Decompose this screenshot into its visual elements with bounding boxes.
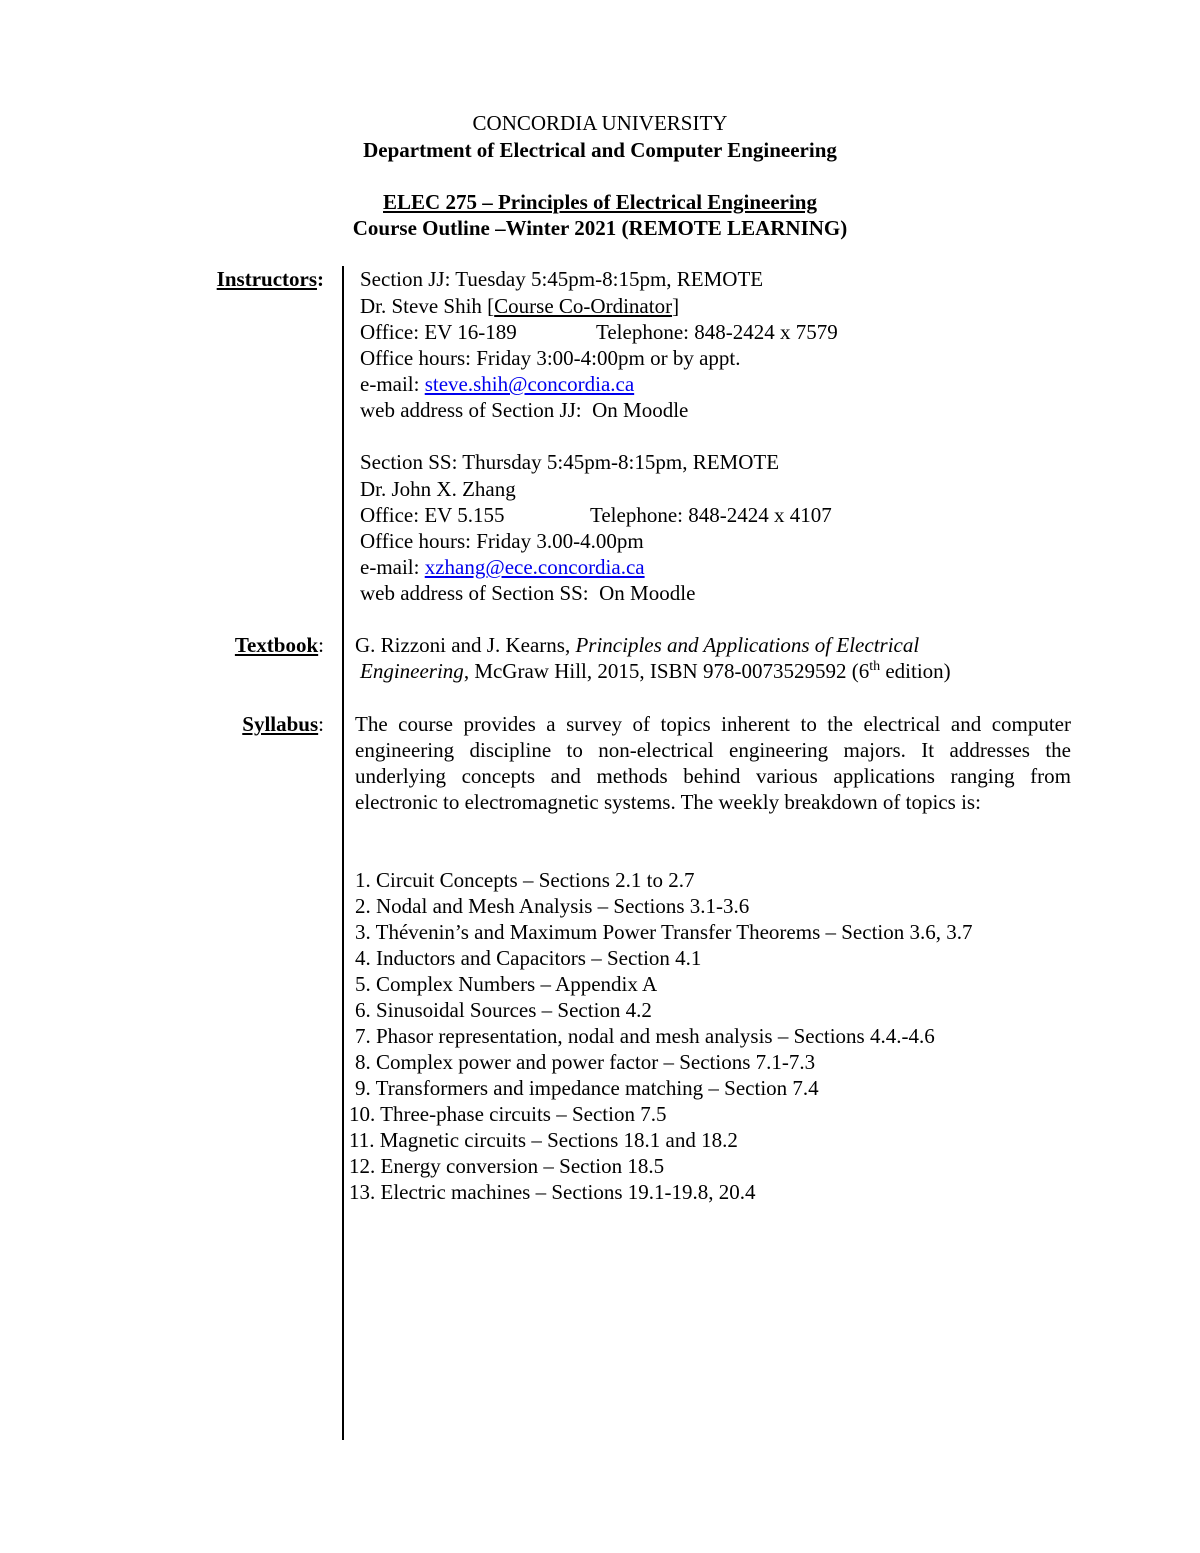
syllabus-topic: 3. Thévenin’s and Maximum Power Transfer Theorems – Section 3.6, 3.7	[355, 920, 973, 944]
textbook-authors: G. Rizzoni and J. Kearns,	[355, 633, 576, 657]
syllabus-intro	[355, 711, 1071, 815]
instructors-label-text: Instructors	[216, 267, 317, 291]
textbook-edition-sup: th	[869, 659, 881, 674]
course-title-text: ELEC 275 – Principles of Electrical Engineering	[383, 190, 817, 214]
label-colon: :	[318, 712, 324, 736]
syllabus-topic: 6. Sinusoidal Sources – Section 4.2	[355, 998, 652, 1022]
instructors-label	[217, 266, 324, 292]
instructor-1-office: Office: EV 16-189	[360, 320, 517, 344]
instructor-1-email-link[interactable]: steve.shih@concordia.ca	[424, 372, 635, 396]
label-colon: :	[318, 633, 324, 657]
syllabus-intro-text: The course provides a survey of topics inherent to the electrical and computer engineering discipline to non-electrical engineering majors. It addresses the underlying concepts and methods behind various applications ranging from electronic to electromagnetic systems. The weekly breakdown of topics is:	[355, 712, 1071, 814]
instructor-1-section: Section JJ: Tuesday 5:45pm-8:15pm, REMOTE	[360, 267, 764, 291]
syllabus-topic: 2. Nodal and Mesh Analysis – Sections 3.1-3.6	[355, 894, 750, 918]
syllabus-topic: 13. Electric machines – Sections 19.1-19.8, 20.4	[349, 1180, 756, 1204]
instructor-2-web: web address of Section SS: On Moodle	[360, 581, 696, 605]
instructor-2-telephone: Telephone: 848-2424 x 4107	[590, 503, 832, 527]
syllabus-topic: 10. Three-phase circuits – Section 7.5	[349, 1102, 667, 1126]
syllabus-topic: 8. Complex power and power factor – Sections 7.1-7.3	[355, 1050, 816, 1074]
instructor-1-name-text: Dr. Steve Shih [	[360, 294, 495, 318]
instructor-2-email-link[interactable]: xzhang@ece.concordia.ca	[424, 555, 645, 579]
instructor-2-section: Section SS: Thursday 5:45pm-8:15pm, REMOTE	[360, 450, 780, 474]
textbook-title-part2: Engineering	[360, 659, 464, 683]
syllabus-topic: 9. Transformers and impedance matching – Section 7.4	[355, 1076, 819, 1100]
university-name: CONCORDIA UNIVERSITY	[472, 111, 728, 135]
email-label: e-mail:	[360, 555, 425, 579]
instructor-1-telephone: Telephone: 848-2424 x 7579	[596, 320, 838, 344]
syllabus-topic: 7. Phasor representation, nodal and mesh analysis – Sections 4.4.-4.6	[355, 1024, 935, 1048]
textbook-label	[235, 632, 324, 658]
syllabus-topic: 1. Circuit Concepts – Sections 2.1 to 2.7	[355, 868, 695, 892]
instructor-2-email-line	[360, 554, 645, 580]
syllabus-topic: 5. Complex Numbers – Appendix A	[355, 972, 658, 996]
instructor-1-web: web address of Section JJ: On Moodle	[360, 398, 689, 422]
textbook-citation	[355, 632, 1071, 658]
syllabus-topic: 4. Inductors and Capacitors – Section 4.1	[355, 946, 702, 970]
instructor-1-office-hours: Office hours: Friday 3:00-4:00pm or by appt.	[360, 346, 741, 370]
email-label: e-mail:	[360, 372, 425, 396]
column-divider	[342, 266, 344, 1440]
instructor-2-office-hours: Office hours: Friday 3.00-4.00pm	[360, 529, 644, 553]
instructor-1-name	[360, 293, 679, 319]
instructor-1-email-line	[360, 371, 634, 397]
textbook-title-part1: Principles and Applications of Electrical	[575, 633, 920, 657]
textbook-label-text: Textbook	[234, 633, 319, 657]
syllabus-label-text: Syllabus	[242, 712, 319, 736]
instructor-1-role-close: ]	[672, 294, 680, 318]
textbook-edition-end: edition)	[880, 659, 951, 683]
instructor-2-name: Dr. John X. Zhang	[360, 477, 516, 501]
course-title	[0, 189, 1200, 215]
textbook-citation-line2	[360, 658, 951, 684]
instructor-1-role: Course Co-Ordinator	[494, 294, 673, 318]
syllabus-topic: 11. Magnetic circuits – Sections 18.1 and 18.2	[349, 1128, 738, 1152]
course-outline-heading: Course Outline –Winter 2021 (REMOTE LEARNING)	[352, 216, 848, 240]
syllabus-topic: 12. Energy conversion – Section 18.5	[349, 1154, 665, 1178]
label-colon: :	[317, 267, 324, 291]
instructor-2-office: Office: EV 5.155	[360, 503, 505, 527]
textbook-publisher: , McGraw Hill, 2015, ISBN 978-0073529592 (6	[463, 659, 870, 683]
department-name: Department of Electrical and Computer Engineering	[363, 138, 837, 162]
syllabus-label	[242, 711, 324, 737]
